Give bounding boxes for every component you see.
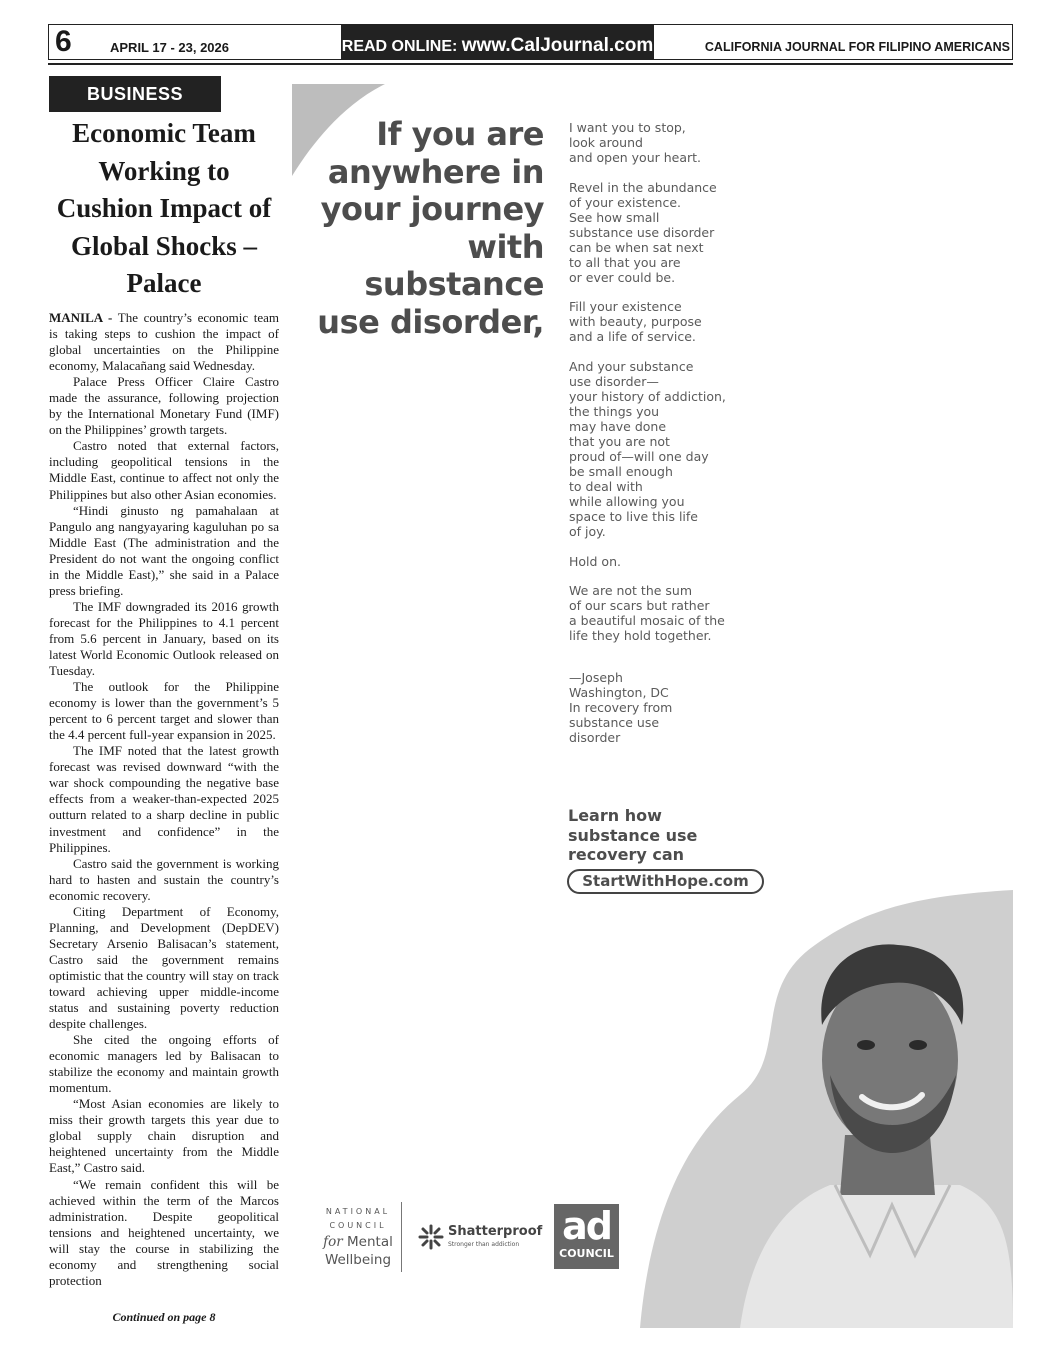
issue-date: APRIL 17 - 23, 2026: [110, 40, 229, 55]
publication-name: CALIFORNIA JOURNAL FOR FILIPINO AMERICANS: [704, 40, 1010, 54]
ncmw-wellbeing: Wellbeing: [324, 1252, 392, 1268]
section-tag: BUSINESS: [49, 76, 221, 112]
read-online-banner[interactable]: [341, 24, 654, 60]
shatterproof-star-icon: [418, 1224, 444, 1250]
article-paragraph: Castro said the government is working hard to hasten and sustain the country’s economic recovery.: [49, 855, 279, 903]
ad-call-to-action: Learn how substance use recovery can: [568, 806, 698, 864]
poem-stanza: Revel in the abundance of your existence. See how small substance use disorder can be when sat next to all that you are or ever could be.: [569, 179, 717, 285]
poem-stanza: And your substance use disorder— your history of addiction, the things you may have done that you are not proud of—will one day be small enough to deal with while allowing you space to live this life of joy.: [569, 359, 726, 539]
article-paragraph: Castro noted that external factors, including geopolitical tensions in the Middle East, continue to affect not only the Philippines but also other Asian economies.: [49, 438, 279, 502]
header-rule: [48, 63, 1013, 65]
article-paragraph: “Hindi ginusto ng pamahalaan at Pangulo ang nangyayaring kaguluhan po sa Middle East (The administration and the President do not want the ongoing conflict in the Middle East),” she said in a Palace press briefing.: [49, 502, 279, 598]
read-online-url[interactable]: www.CalJournal.com: [461, 35, 654, 56]
poem-stanza: We are not the sum of our scars but rather a beautiful mosaic of the life they hold together.: [569, 583, 725, 644]
shatterproof-name: Shatterproof: [448, 1224, 543, 1239]
shatterproof-logo: [418, 1222, 548, 1252]
read-online-label: READ ONLINE:: [341, 38, 462, 55]
portrait-eye-left: [857, 1040, 875, 1050]
continued-notice[interactable]: Continued on page 8: [112, 1310, 216, 1324]
ncmw-logo: [316, 1205, 400, 1269]
ad-photo-panel: [630, 885, 1013, 1328]
dateline: MANILA -: [49, 310, 113, 325]
lead-text: The country’s economic team is taking steps to cushion the impact of global uncertainties on the Philippine economy, Malacañang said Wednesday.: [49, 310, 279, 374]
article-paragraph: “Most Asian economies are likely to miss their growth targets this year due to global supply chain disruption and heightened uncertainty from the Middle East,” Castro said.: [49, 1096, 279, 1176]
page-number: 6: [55, 25, 72, 58]
article-paragraph: Palace Press Officer Claire Castro made the assurance, following projection by the International Monetary Fund (IMF) on the Philippines’ growth targets.: [49, 374, 279, 438]
shatterproof-tagline: Stronger than addiction: [448, 1241, 520, 1248]
portrait-eye-right: [909, 1040, 927, 1050]
logo-divider: [401, 1202, 402, 1272]
article-paragraph: The IMF noted that the latest growth forecast was revised downward “with the war shock compounding the negative base effects from a weaker-than-expected 2025 outturn related to a sharp decline in public investment and confidence” in the Philippines.: [49, 743, 279, 855]
article-paragraph: The IMF downgraded its 2016 growth forecast for the Philippines to 4.1 percent from 5.6 percent in January, based on its latest World Economic Outlook released on Tuesday.: [49, 598, 279, 679]
ad-council-ad: ad: [562, 1204, 611, 1248]
poem-stanza: Hold on.: [569, 553, 621, 569]
poem-stanza: I want you to stop, look around and open your heart.: [569, 120, 702, 165]
ncmw-council: COUNCIL: [329, 1221, 387, 1230]
ad-headline: If you are anywhere in your journey with substance use disorder,: [317, 115, 544, 341]
article-paragraph: She cited the ongoing efforts of economic managers led by Balisacan to stabilize the economy and maintain growth momentum.: [49, 1032, 279, 1096]
article-paragraph: Citing Department of Economy, Planning, and Development (DepDEV) Secretary Arsenio Balisacan’s statement, Castro said the government remains optimistic that the country will stay on track toward achieving upper middle-income status and sustaining poverty reduction despite challenges.: [49, 903, 279, 1032]
article-lead-paragraph: [49, 310, 279, 374]
ad-poem: [569, 121, 769, 659]
ad-council-council: COUNCIL: [559, 1247, 614, 1260]
ad-signature: —Joseph Washington, DC In recovery from substance use disorder: [569, 670, 673, 745]
ncmw-for: for: [323, 1234, 343, 1250]
poem-stanza: Fill your existence with beauty, purpose and a life of service.: [569, 299, 702, 345]
ncmw-national: NATIONAL: [325, 1207, 391, 1216]
ncmw-mental: Mental: [342, 1234, 393, 1250]
article-paragraph: The outlook for the Philippine economy is lower than the government’s 5 percent to 6 percent target and slower than the 4.4 percent full-year expansion in 2025.: [49, 679, 279, 743]
article-paragraph: “We remain confident this will be achieved within the term of the Marcos administration. Despite geopolitical tensions and heightened uncertainty, we will stay the course in stabilizing the economy and strengthening social protection: [49, 1176, 279, 1288]
ad-url-link[interactable]: StartWithHope.com: [567, 869, 764, 894]
ad-council-logo: [554, 1204, 619, 1269]
article-headline: Economic Team Working to Cushion Impact of Global Shocks – Palace: [56, 118, 272, 298]
article-body: [49, 310, 279, 1289]
